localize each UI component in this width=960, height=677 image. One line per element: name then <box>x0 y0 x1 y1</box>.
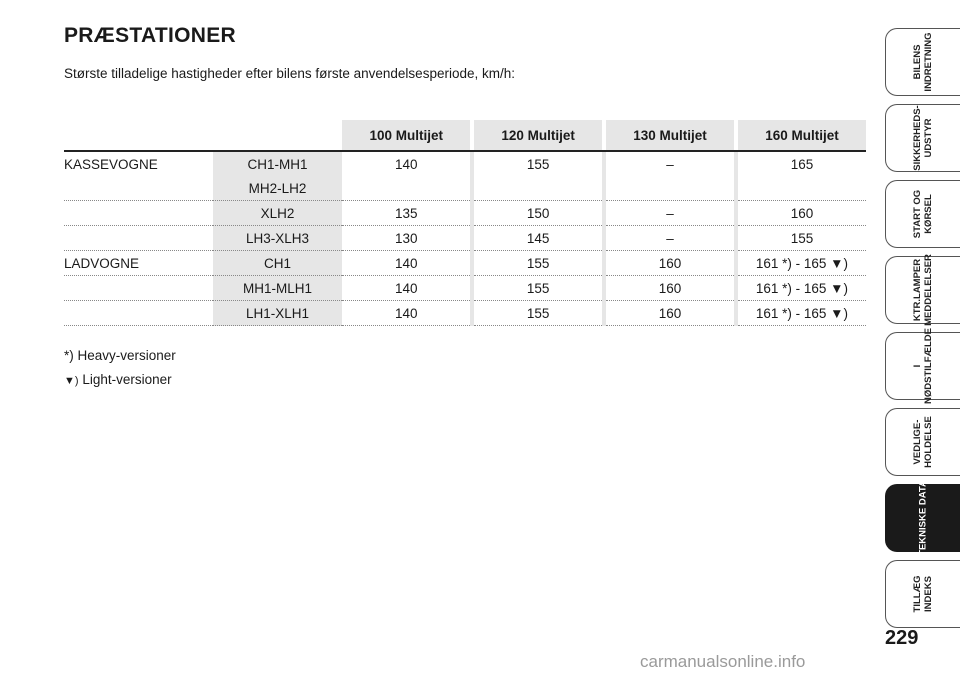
tab-bilens-indretning[interactable] <box>885 28 960 96</box>
tab-label: START OG KØRSEL <box>912 189 934 239</box>
header-blank-category <box>64 120 213 151</box>
table-cell: 161 *) - 165 ▼) <box>738 301 866 326</box>
table-cell: 161 *) - 165 ▼) <box>738 276 866 301</box>
table-row <box>64 201 866 226</box>
footnote-mark: *) <box>64 348 74 363</box>
tab-tillaeg-indeks[interactable] <box>885 560 960 628</box>
tab-label: VEDLIGE- HOLDELSE <box>912 416 934 468</box>
footnote-light <box>64 368 176 393</box>
table-cell <box>474 176 602 201</box>
table-cell: 155 <box>474 276 602 301</box>
row-variant: MH1-MLH1 <box>213 276 343 301</box>
table-cell: 155 <box>526 156 550 172</box>
table-row <box>64 176 866 201</box>
tab-label: TEKNISKE DATA <box>917 480 929 556</box>
watermark: carmanualsonline.info <box>640 652 806 671</box>
header-blank-variant <box>213 120 343 151</box>
tab-i-nodstilfaelde[interactable] <box>885 328 960 404</box>
footnote-text: Light-versioner <box>82 372 172 387</box>
column-header: 100 Multijet <box>342 120 470 151</box>
table-cell: 160 <box>606 251 734 276</box>
table-row <box>64 301 866 326</box>
table-cell: 155 <box>738 226 866 251</box>
table-cell: – <box>606 201 734 226</box>
table-cell: – <box>606 226 734 251</box>
triangle-down-icon: ▼) <box>64 375 79 387</box>
table-row <box>64 276 866 301</box>
table-row <box>64 251 866 276</box>
table-cell <box>606 176 734 201</box>
table-cell: 135 <box>342 201 470 226</box>
table-cell <box>342 176 470 201</box>
row-variant: CH1 <box>213 251 343 276</box>
tab-label: TILLÆG INDEKS <box>912 575 934 613</box>
footnotes <box>64 344 176 393</box>
row-variant: LH3-XLH3 <box>213 226 343 251</box>
table-cell: 161 *) - 165 ▼) <box>738 251 866 276</box>
row-category: LADVOGNE <box>64 251 213 276</box>
table-cell: – <box>666 156 674 172</box>
row-variant: MH2-LH2 <box>213 176 343 201</box>
tab-tekniske-data[interactable] <box>885 480 960 556</box>
tab-ktr-lamper[interactable] <box>885 256 960 324</box>
row-category <box>64 201 213 226</box>
table-cell: 140 <box>342 276 470 301</box>
table-cell: 140 <box>395 156 418 172</box>
row-variant: CH1-MH1 <box>213 151 343 176</box>
table-cell: 155 <box>474 301 602 326</box>
table-cell: 160 <box>606 276 734 301</box>
table-cell: 130 <box>342 226 470 251</box>
table-cell: 160 <box>606 301 734 326</box>
table-row <box>64 226 866 251</box>
footnote-heavy <box>64 344 176 368</box>
tab-label: BILENS INDRETNING <box>912 32 934 92</box>
speed-table <box>64 120 866 326</box>
table-cell: 155 <box>474 251 602 276</box>
row-category: KASSEVOGNE <box>64 156 158 172</box>
row-variant: XLH2 <box>213 201 343 226</box>
tab-vedligeholdelse[interactable] <box>885 408 960 476</box>
row-category <box>64 226 213 251</box>
column-header: 130 Multijet <box>606 120 734 151</box>
chapter-tabs <box>885 28 960 636</box>
page-number: 229 <box>885 627 919 649</box>
table-header-row <box>64 120 866 151</box>
table-row <box>64 151 866 176</box>
tab-label: I NØDSTILFÆLDE <box>912 328 934 404</box>
row-category <box>64 176 213 201</box>
column-header: 120 Multijet <box>474 120 602 151</box>
tab-label: SIKKERHEDS- UDSTYR <box>912 105 934 171</box>
row-variant: LH1-XLH1 <box>213 301 343 326</box>
table-cell: 140 <box>342 301 470 326</box>
table-cell: 150 <box>474 201 602 226</box>
column-header: 160 Multijet <box>738 120 866 151</box>
row-category <box>64 301 213 326</box>
page-title: PRÆSTATIONER <box>64 24 236 47</box>
footnote-text: Heavy-versioner <box>77 348 176 363</box>
row-category <box>64 276 213 301</box>
table-cell <box>738 176 866 201</box>
table-cell: 165 <box>790 156 814 172</box>
tab-start-og-korsel[interactable] <box>885 180 960 248</box>
table-cell: 145 <box>474 226 602 251</box>
table-cell: 160 <box>738 201 866 226</box>
tab-sikkerhedsudstyr[interactable] <box>885 104 960 172</box>
table-cell: 140 <box>342 251 470 276</box>
tab-label: KTR.LAMPER MEDDELELSER <box>912 254 934 326</box>
page-subtitle: Største tilladelige hastigheder efter bilens første anvendelsesperiode, km/h: <box>64 66 515 81</box>
